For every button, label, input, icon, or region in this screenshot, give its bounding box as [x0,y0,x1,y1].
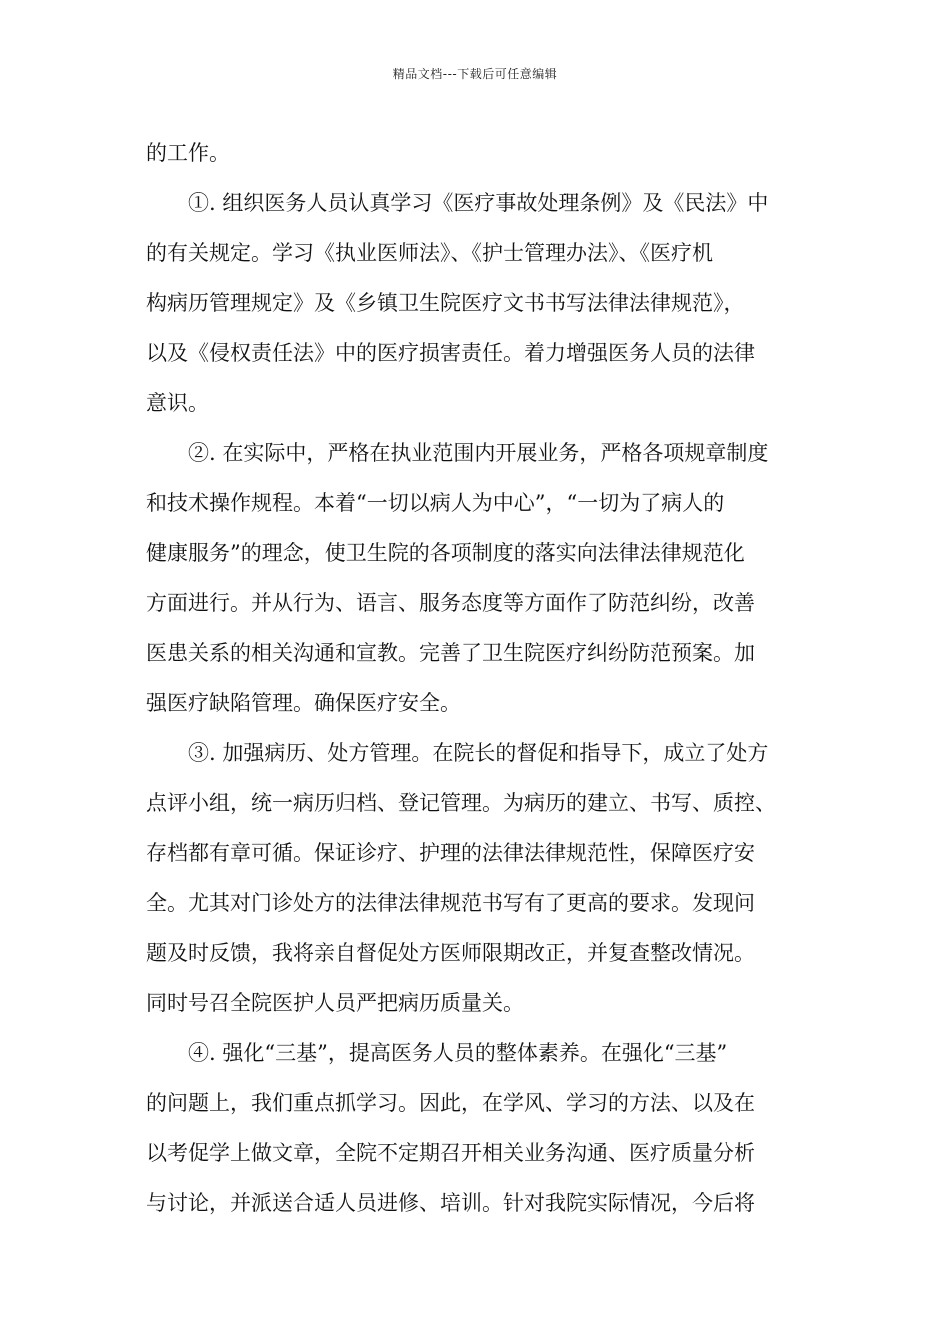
text-line: 题及时反馈，我将亲自督促处方医师限期改正，并复查整改情况。 [146,941,755,965]
text-line: 强医疗缺陷管理。确保医疗安全。 [146,691,461,715]
text-line: 与讨论，并派送合适人员进修、培训。针对我院实际情况，今后将 [146,1191,755,1215]
paragraph-3-start: ③. 加强病历、处方管理。在院长的督促和指导下，成立了处方 [188,741,769,765]
text-line: 医患关系的相关沟通和宣教。完善了卫生院医疗纠纷防范预案。加 [146,641,755,665]
text-line: 存档都有章可循。保证诊疗、护理的法律法律规范性，保障医疗安 [146,841,755,865]
text-line: 点评小组，统一病历归档、登记管理。为病历的建立、书写、质控、 [146,791,776,815]
text-line: 的工作。 [146,141,230,165]
text-line: 健康服务”的理念，使卫生院的各项制度的落实向法律法律规范化 [146,541,745,565]
text-line: 的有关规定。学习《执业医师法》、《护士管理办法》、《医疗机 [146,241,713,265]
page-header: 精品文档---下载后可任意编辑 [392,67,558,81]
text-line: 方面进行。并从行为、语言、服务态度等方面作了防范纠纷，改善 [146,591,755,615]
paragraph-4-start: ④. 强化“三基”，提高医务人员的整体素养。在强化“三基” [188,1041,728,1065]
text-line: 的问题上，我们重点抓学习。因此，在学风、学习的方法、以及在 [146,1091,755,1115]
text-line: 构病历管理规定》及《乡镇卫生院医疗文书书写法律法律规范》， [146,291,745,315]
text-line: 以考促学上做文章，全院不定期召开相关业务沟通、医疗质量分析 [146,1141,755,1165]
text-line: 以及《侵权责任法》中的医疗损害责任。着力增强医务人员的法律 [146,341,755,365]
text-line: 意识。 [146,391,209,415]
text-line: 全。尤其对门诊处方的法律法律规范书写有了更高的要求。发现问 [146,891,755,915]
paragraph-1-start: ①. 组织医务人员认真学习《医疗事故处理条例》及《民法》中 [188,191,769,215]
paragraph-2-start: ②. 在实际中，严格在执业范围内开展业务，严格各项规章制度 [188,441,769,465]
text-line: 同时号召全院医护人员严把病历质量关。 [146,991,524,1015]
document-body [146,128,806,1228]
text-line: 和技术操作规程。本着“一切以病人为中心”，“一切为了病人的 [146,491,725,515]
